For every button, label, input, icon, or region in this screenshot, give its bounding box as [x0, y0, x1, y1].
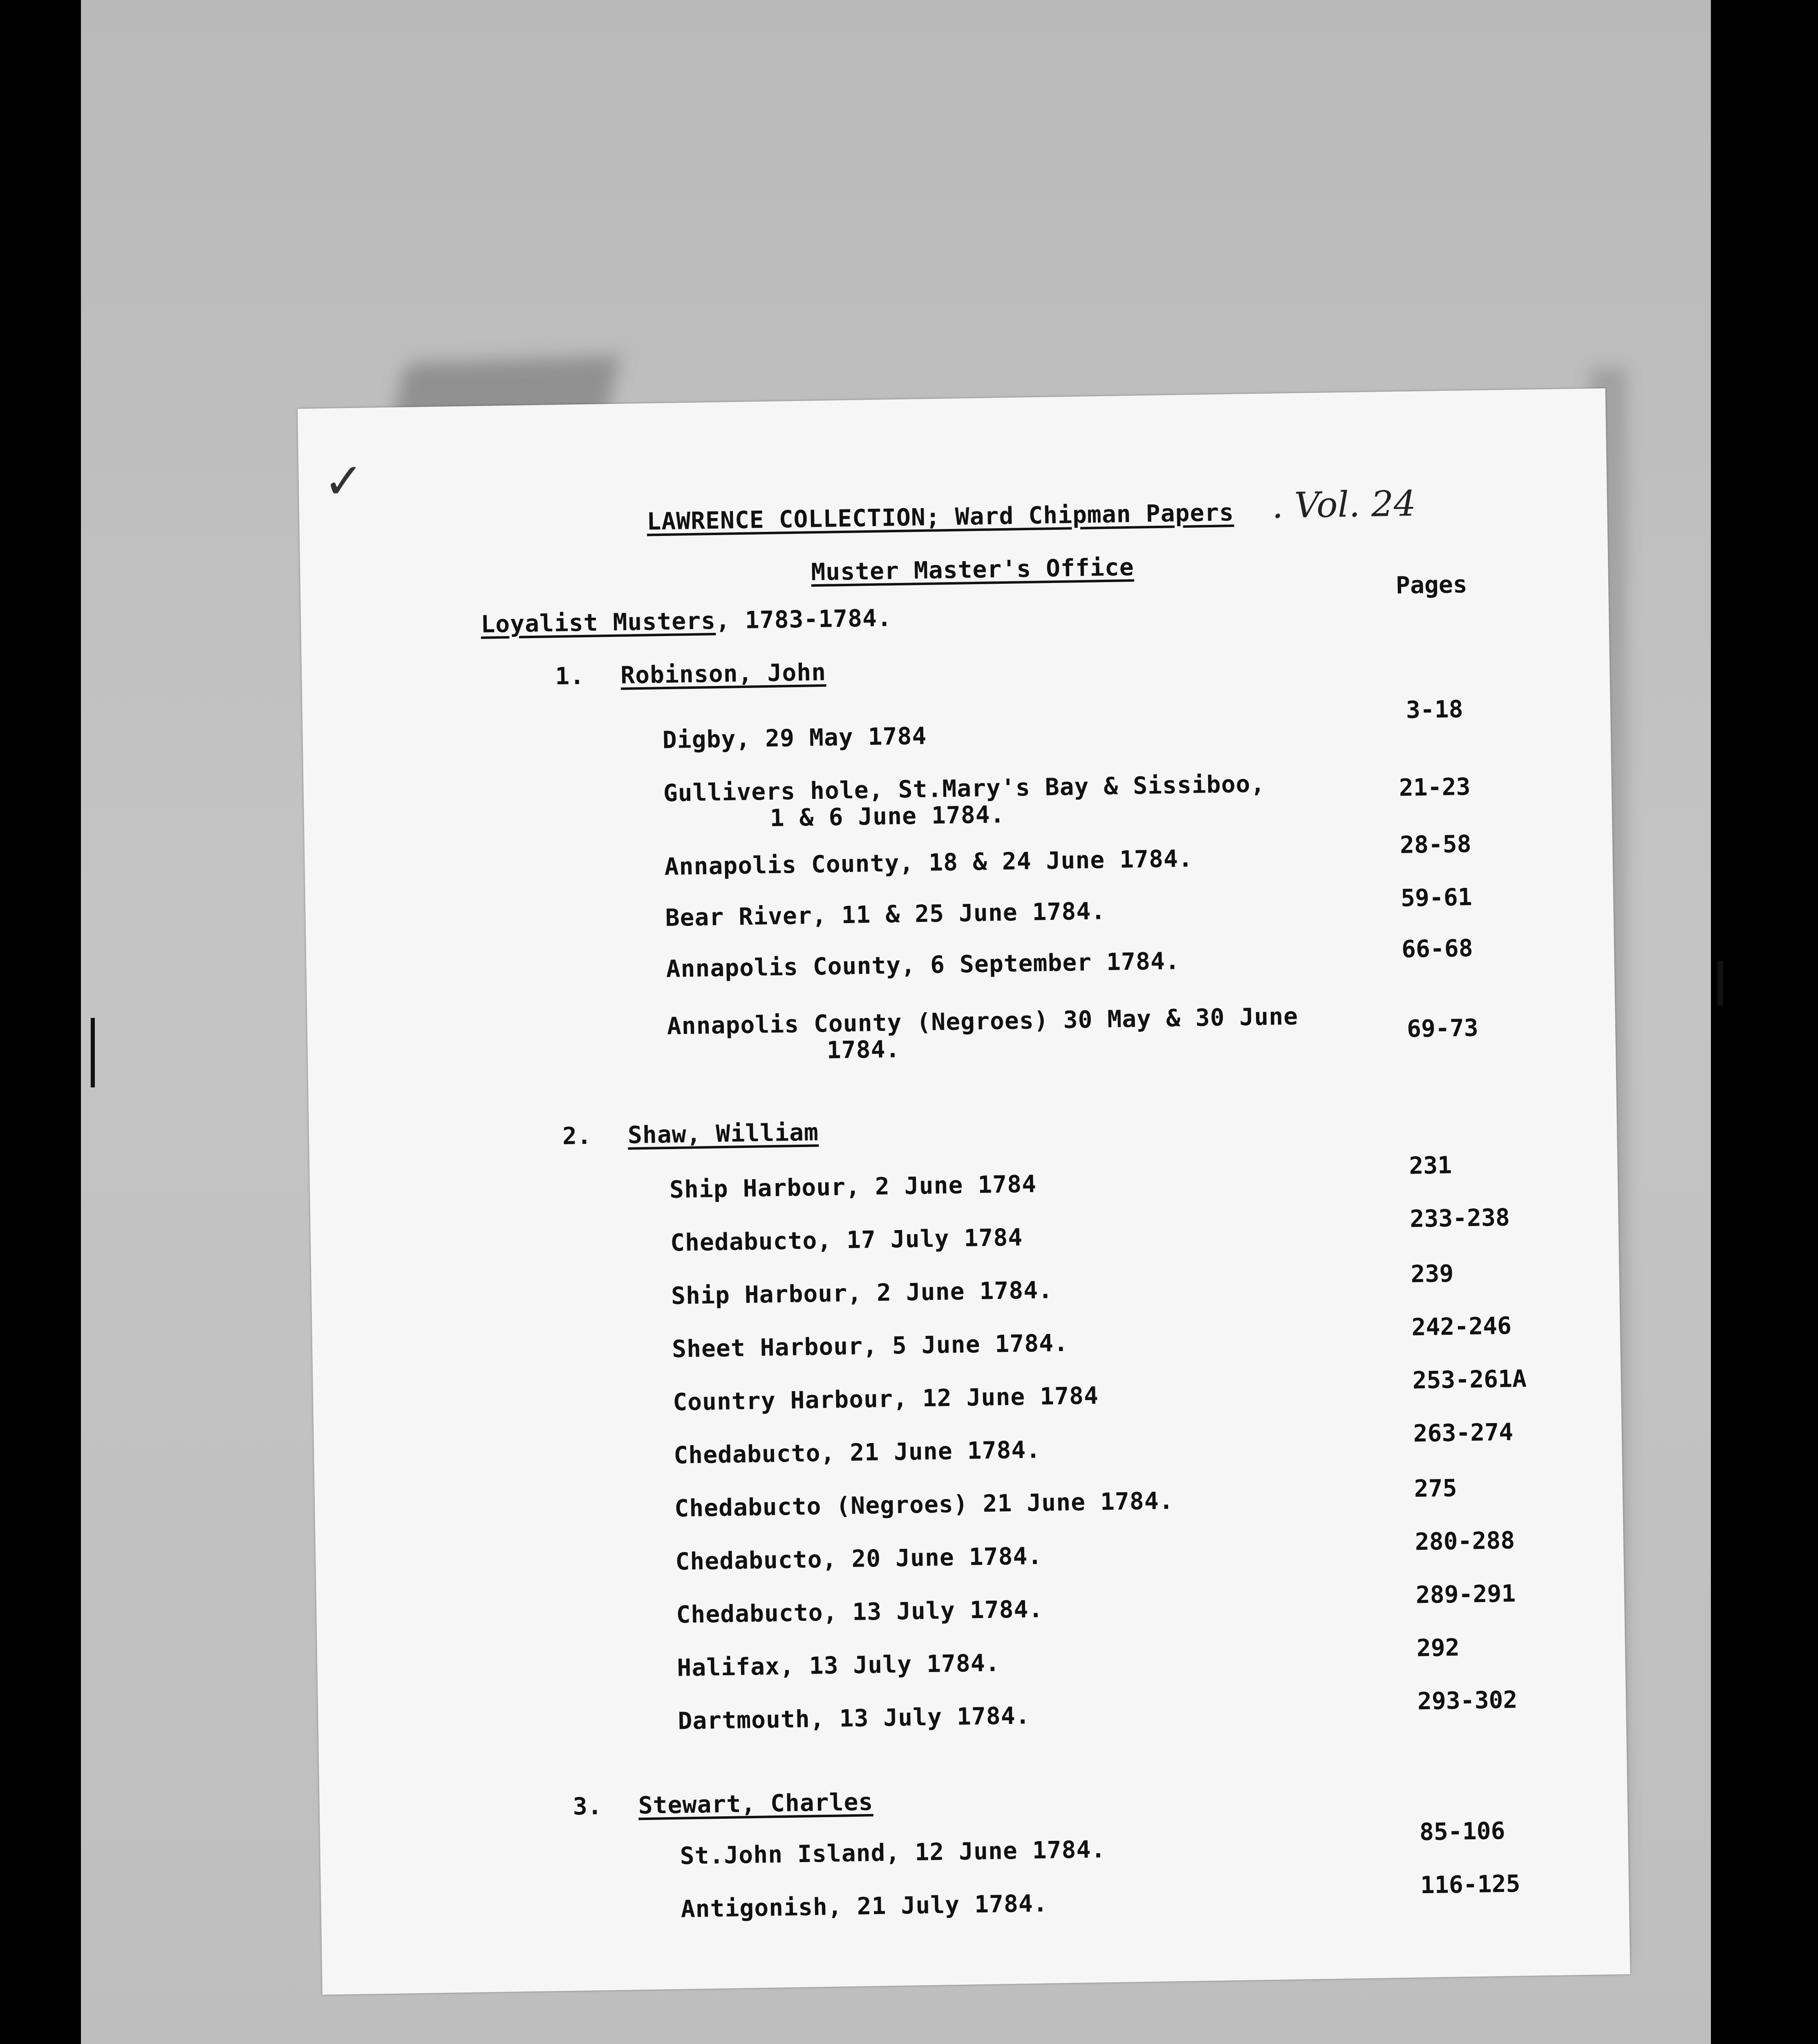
entry-place: Chedabucto, 21 June 1784.	[673, 1435, 1041, 1469]
entry-place: Ship Harbour, 2 June 1784.	[671, 1276, 1053, 1310]
entry-place: Chedabucto, 20 June 1784.	[675, 1542, 1043, 1576]
left-edge-mark	[91, 1018, 95, 1087]
entry-place-line2: 1 & 6 June 1784.	[770, 800, 1005, 832]
entry-pages: 293-302	[1417, 1685, 1518, 1715]
entry-pages: 59-61	[1400, 883, 1473, 912]
entry-pages: 292	[1416, 1633, 1460, 1662]
section-name: Robinson, John	[620, 658, 826, 689]
volume-note: . Vol. 24	[1272, 483, 1417, 527]
entry-pages: 69-73	[1406, 1013, 1479, 1043]
entry-place: Halifax, 13 July 1784.	[676, 1649, 1001, 1682]
entry-pages: 239	[1411, 1259, 1454, 1288]
document-page	[298, 388, 1630, 1995]
section-name: Shaw, William	[627, 1118, 819, 1149]
entry-place: Annapolis County (Negroes) 30 May & 30 June	[667, 1002, 1299, 1040]
entry-pages: 263-274	[1413, 1418, 1514, 1448]
office-heading: Muster Master's Office	[810, 553, 1135, 586]
entry-pages: 242-246	[1411, 1311, 1512, 1341]
entry-pages: 28-58	[1399, 830, 1472, 859]
entry-place: Dartmouth, 13 July 1784.	[677, 1701, 1031, 1735]
entry-place: Antigonish, 21 July 1784.	[681, 1889, 1048, 1923]
musters-heading	[481, 604, 892, 638]
check-mark-icon: ✓	[322, 453, 365, 511]
right-edge-mark	[1717, 961, 1723, 1006]
entry-place: Annapolis County, 18 & 24 June 1784.	[664, 844, 1193, 881]
entry-pages: 3-18	[1406, 695, 1464, 724]
collection-title: LAWRENCE COLLECTION; Ward Chipman Papers	[646, 498, 1234, 536]
entry-place: Bear River, 11 & 25 June 1784.	[665, 897, 1106, 932]
section-number: 1.	[555, 662, 585, 690]
entry-place: Annapolis County, 6 September 1784.	[666, 947, 1180, 983]
entry-pages: 233-238	[1409, 1203, 1510, 1233]
musters-heading-years: , 1783-1784.	[715, 604, 892, 634]
entry-place: Digby, 29 May 1784	[662, 722, 927, 754]
entry-pages: 231	[1408, 1151, 1452, 1180]
entry-pages: 275	[1414, 1474, 1458, 1503]
entry-place: St.John Island, 12 June 1784.	[680, 1835, 1106, 1870]
entry-pages: 289-291	[1415, 1579, 1516, 1609]
entry-pages: 253-261A	[1412, 1365, 1527, 1394]
entry-place: Chedabucto (Negroes) 21 June 1784.	[674, 1486, 1174, 1522]
pages-label: Pages	[1395, 570, 1468, 599]
entry-place: Country Harbour, 12 June 1784	[672, 1381, 1099, 1416]
entry-pages: 116-125	[1420, 1869, 1521, 1899]
entry-place: Chedabucto, 17 July 1784	[670, 1223, 1023, 1257]
entry-place-line2: 1784.	[826, 1035, 900, 1064]
entry-pages: 85-106	[1419, 1817, 1506, 1846]
section-number: 3.	[573, 1792, 603, 1820]
entry-pages: 21-23	[1399, 773, 1471, 802]
entry-place: Sheet Harbour, 5 June 1784.	[672, 1329, 1069, 1363]
musters-heading-underlined: Loyalist Musters	[480, 607, 716, 639]
entry-place: Ship Harbour, 2 June 1784	[669, 1170, 1037, 1204]
section-name: Stewart, Charles	[638, 1788, 873, 1820]
entry-pages: 280-288	[1415, 1526, 1515, 1556]
entry-place: Chedabucto, 13 July 1784.	[676, 1595, 1043, 1629]
entry-place: Gullivers hole, St.Mary's Bay & Sissiboo,	[663, 769, 1265, 807]
section-number: 2.	[562, 1121, 592, 1150]
entry-pages: 66-68	[1401, 934, 1473, 963]
